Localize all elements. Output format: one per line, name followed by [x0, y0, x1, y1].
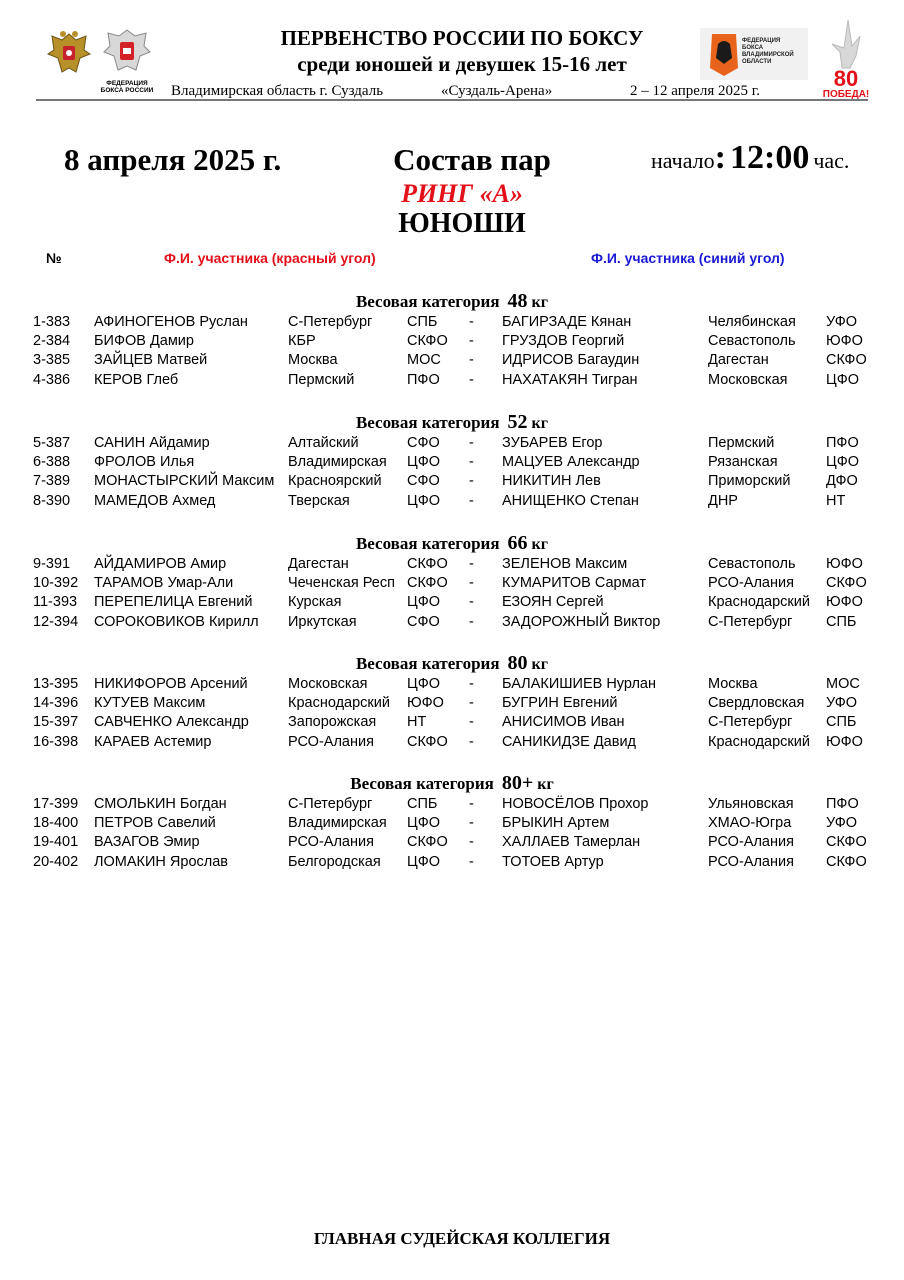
- blue-corner-region: РСО-Алания: [708, 834, 794, 851]
- bout-number: 9-391: [33, 556, 71, 572]
- red-corner-region: Запорожская: [288, 714, 377, 731]
- bout-number: 15-397: [33, 714, 79, 731]
- bout-number: 7-389: [33, 473, 71, 490]
- red-corner-district: СФО: [407, 613, 440, 630]
- blue-corner-district: СКФО: [826, 575, 867, 592]
- blue-corner-name: НИКИТИН Лев: [502, 473, 601, 490]
- bout-separator: -: [469, 435, 474, 451]
- red-corner-district: ЦФО: [407, 676, 441, 692]
- bout-number: 5-387: [33, 435, 71, 451]
- bout-row: [0, 695, 904, 714]
- blue-corner-region: ДНР: [708, 492, 738, 509]
- group-label: ЮНОШИ: [398, 208, 526, 239]
- weight-category-heading: [0, 532, 904, 555]
- weight-category-label: Весовая категория: [355, 534, 500, 553]
- start-unit: час.: [813, 148, 850, 173]
- blue-corner-district: МОС: [826, 676, 860, 692]
- bout-separator: -: [469, 714, 474, 731]
- bout-number: 10-392: [33, 575, 79, 592]
- bout-row: [0, 796, 904, 815]
- red-corner-region: Пермский: [288, 371, 355, 388]
- bout-separator: -: [469, 575, 474, 592]
- red-corner-district: СКФО: [407, 834, 448, 851]
- column-header-red-corner: Ф.И. участника (красный угол): [164, 250, 376, 266]
- blue-corner-district: ЮФО: [826, 594, 863, 611]
- blue-corner-name: ГРУЗДОВ Георгий: [502, 333, 625, 350]
- red-corner-name: ФРОЛОВ Илья: [94, 454, 195, 471]
- weight-unit: кг: [537, 776, 554, 793]
- red-corner-region: Московская: [288, 676, 368, 692]
- red-corner-name: АЙДАМИРОВ Амир: [94, 556, 227, 572]
- bout-separator: -: [469, 676, 474, 692]
- blue-corner-name: ТОТОЕВ Артур: [502, 853, 604, 870]
- bout-number: 19-401: [33, 834, 79, 851]
- blue-corner-district: ПФО: [826, 435, 859, 451]
- bout-number: 14-396: [33, 695, 79, 712]
- bout-number: 20-402: [33, 853, 79, 870]
- red-corner-region: Москва: [288, 352, 338, 369]
- bout-number: 1-383: [33, 314, 71, 330]
- red-corner-region: РСО-Алания: [288, 733, 374, 750]
- judging-panel-footer: ГЛАВНАЯ СУДЕЙСКАЯ КОЛЛЕГИЯ: [313, 1229, 611, 1248]
- bout-separator: -: [469, 556, 474, 572]
- bout-separator: -: [469, 853, 474, 870]
- blue-corner-district: ЮФО: [826, 333, 863, 350]
- red-corner-district: СПБ: [407, 314, 438, 330]
- blue-corner-region: Рязанская: [708, 454, 778, 471]
- red-corner-region: С-Петербург: [288, 796, 373, 812]
- red-corner-name: МАМЕДОВ Ахмед: [94, 492, 216, 509]
- blue-corner-name: САНИКИДЗЕ Давид: [502, 733, 637, 750]
- red-corner-name: ПЕТРОВ Савелий: [94, 815, 216, 832]
- blue-corner-district: СКФО: [826, 834, 867, 851]
- red-corner-district: НТ: [407, 714, 427, 731]
- blue-corner-region: Пермский: [708, 435, 775, 451]
- blue-corner-region: ХМАО-Югра: [708, 815, 792, 832]
- red-corner-district: ЦФО: [407, 853, 441, 870]
- red-corner-region: Владимирская: [288, 454, 387, 471]
- bout-number: 18-400: [33, 815, 79, 832]
- blue-corner-name: АНИСИМОВ Иван: [502, 714, 625, 731]
- blue-corner-district: УФО: [826, 314, 858, 330]
- bout-separator: -: [469, 613, 474, 630]
- blue-corner-name: БАГИРЗАДЕ Кянан: [502, 314, 632, 330]
- red-corner-district: СКФО: [407, 556, 448, 572]
- weight-category-label: Весовая категория: [355, 292, 500, 311]
- event-venue: «Суздаль-Арена»: [441, 83, 553, 99]
- column-header-number: №: [46, 250, 62, 266]
- bout-row: [0, 714, 904, 733]
- bout-separator: -: [469, 695, 474, 712]
- bout-separator: -: [469, 333, 474, 350]
- bout-number: 2-384: [33, 333, 71, 350]
- weight-category-label: Весовая категория: [355, 654, 500, 673]
- weight-unit: кг: [531, 415, 549, 432]
- weight-unit: кг: [531, 656, 549, 673]
- bout-number: 16-398: [33, 733, 79, 750]
- red-corner-region: Алтайский: [288, 435, 359, 451]
- weight-category-label: Весовая категория: [350, 774, 494, 793]
- red-corner-region: Красноярский: [288, 473, 382, 490]
- red-corner-name: КУТУЕВ Максим: [94, 695, 206, 712]
- blue-corner-name: БАЛАКИШИЕВ Нурлан: [502, 676, 656, 692]
- red-corner-region: Краснодарский: [288, 695, 390, 712]
- red-corner-name: САВЧЕНКО Александр: [94, 714, 249, 731]
- start-time-block: [651, 139, 849, 177]
- red-corner-district: ЦФО: [407, 815, 441, 832]
- weight-unit: кг: [531, 536, 549, 553]
- red-corner-name: ВАЗАГОВ Эмир: [94, 834, 200, 851]
- blue-corner-district: ЮФО: [826, 556, 863, 572]
- bout-separator: -: [469, 314, 474, 330]
- blue-corner-name: ЕЗОЯН Сергей: [502, 594, 604, 611]
- bout-row: [0, 594, 904, 613]
- bout-number: 12-394: [33, 613, 79, 630]
- bout-number: 11-393: [33, 594, 78, 611]
- blue-corner-region: Московская: [708, 371, 788, 388]
- event-location: Владимирская область г. Суздаль: [171, 83, 384, 99]
- blue-corner-district: НТ: [826, 492, 846, 509]
- svg-text:80: 80: [833, 66, 859, 91]
- red-corner-region: Иркутская: [288, 613, 357, 630]
- weight-category-heading: [0, 772, 904, 795]
- red-corner-name: СМОЛЬКИН Богдан: [94, 796, 227, 812]
- bout-row: [0, 454, 904, 473]
- red-corner-name: ЗАЙЦЕВ Матвей: [94, 352, 208, 369]
- blue-corner-region: Приморский: [708, 473, 791, 490]
- red-corner-name: ПЕРЕПЕЛИЦА Евгений: [94, 594, 253, 611]
- ring-label: РИНГ «А»: [401, 179, 523, 208]
- blue-corner-name: БРЫКИН Артем: [502, 815, 610, 832]
- blue-corner-region: Краснодарский: [708, 594, 810, 611]
- blue-corner-region: Ульяновская: [708, 796, 794, 812]
- event-subtitle: среди юношей и девушек 15-16 лет: [297, 52, 627, 76]
- red-corner-region: Чеченская Респ: [288, 575, 395, 592]
- vladimir-logo-text: ФЕДЕРАЦИЯ БОКСА ВЛАДИМИРСКОЙ ОБЛАСТИ: [742, 38, 794, 65]
- header-divider: [36, 99, 868, 101]
- red-corner-district: ЦФО: [407, 594, 441, 611]
- blue-corner-district: ЮФО: [826, 733, 863, 750]
- blue-corner-name: БУГРИН Евгений: [502, 695, 618, 712]
- red-corner-region: Белгородская: [288, 853, 381, 870]
- blue-corner-region: Дагестан: [708, 352, 769, 369]
- blue-corner-region: Челябинская: [708, 314, 796, 330]
- red-corner-district: СКФО: [407, 575, 448, 592]
- event-dates: 2 – 12 апреля 2025 г.: [630, 83, 760, 99]
- weight-unit: кг: [531, 294, 549, 311]
- blue-corner-name: ЗЕЛЕНОВ Максим: [502, 556, 628, 572]
- blue-corner-district: ЦФО: [826, 454, 860, 471]
- red-corner-region: Владимирская: [288, 815, 387, 832]
- weight-value: 80: [507, 652, 528, 674]
- weight-value: 80+: [501, 772, 534, 794]
- bout-row: [0, 575, 904, 594]
- bout-row: [0, 834, 904, 853]
- red-corner-region: КБР: [288, 333, 316, 350]
- weight-category-label: Весовая категория: [355, 413, 500, 432]
- red-corner-name: АФИНОГЕНОВ Руслан: [94, 314, 248, 330]
- blue-corner-region: Севастополь: [708, 556, 796, 572]
- blue-corner-district: СКФО: [826, 853, 867, 870]
- bout-separator: -: [469, 371, 474, 388]
- bout-row: [0, 854, 904, 873]
- red-corner-district: ЦФО: [407, 454, 441, 471]
- red-corner-name: САНИН Айдамир: [94, 435, 210, 451]
- blue-corner-region: С-Петербург: [708, 613, 793, 630]
- bout-number: 13-395: [33, 676, 79, 692]
- blue-corner-name: КУМАРИТОВ Сармат: [502, 575, 646, 592]
- red-corner-name: ЛОМАКИН Ярослав: [94, 853, 228, 870]
- blue-corner-district: УФО: [826, 815, 858, 832]
- bout-separator: -: [469, 815, 474, 832]
- bout-row: [0, 676, 904, 695]
- start-colon: :: [714, 139, 726, 176]
- bout-row: [0, 815, 904, 834]
- red-corner-name: СОРОКОВИКОВ Кирилл: [94, 613, 259, 630]
- bout-row: [0, 435, 904, 454]
- blue-corner-district: ДФО: [826, 473, 858, 490]
- red-corner-region: С-Петербург: [288, 314, 373, 330]
- weight-value: 66: [507, 532, 528, 554]
- blue-corner-district: СКФО: [826, 352, 867, 369]
- blue-corner-region: С-Петербург: [708, 714, 793, 731]
- red-corner-region: Курская: [288, 594, 342, 611]
- start-label: начало: [651, 148, 715, 173]
- blue-corner-name: МАЦУЕВ Александр: [502, 454, 640, 471]
- bout-separator: -: [469, 473, 474, 490]
- blue-corner-district: ЦФО: [826, 371, 860, 388]
- bout-number: 8-390: [33, 492, 71, 509]
- red-corner-region: Тверская: [288, 492, 350, 509]
- blue-corner-district: ПФО: [826, 796, 859, 812]
- bout-number: 3-385: [33, 352, 71, 369]
- fbr-logo-text: ФЕДЕРАЦИЯ БОКСА РОССИИ: [100, 80, 154, 94]
- blue-corner-region: Свердловская: [708, 695, 805, 712]
- red-corner-district: ЮФО: [407, 695, 444, 712]
- bout-row: [0, 314, 904, 333]
- blue-corner-district: УФО: [826, 695, 858, 712]
- blue-corner-name: НАХАТАКЯН Тигран: [502, 371, 638, 388]
- column-header-blue-corner: Ф.И. участника (синий угол): [591, 250, 785, 266]
- page-title: Состав пар: [393, 142, 551, 177]
- weight-value: 52: [507, 411, 528, 433]
- blue-corner-region: Москва: [708, 676, 758, 692]
- bout-row: [0, 473, 904, 492]
- blue-corner-name: ИДРИСОВ Багаудин: [502, 352, 640, 369]
- bout-number: 4-386: [33, 371, 71, 388]
- red-corner-region: Дагестан: [288, 556, 349, 572]
- bout-row: [0, 333, 904, 352]
- bout-separator: -: [469, 733, 474, 750]
- svg-text:ПОБЕДА!: ПОБЕДА!: [822, 89, 870, 100]
- red-corner-name: БИФОВ Дамир: [94, 333, 194, 350]
- blue-corner-name: ЗУБАРЕВ Егор: [502, 435, 603, 451]
- blue-corner-region: РСО-Алания: [708, 575, 794, 592]
- bout-row: [0, 352, 904, 371]
- blue-corner-name: ХАЛЛАЕВ Тамерлан: [502, 834, 641, 851]
- bout-date: 8 апреля 2025 г.: [64, 142, 282, 177]
- red-corner-district: СПБ: [407, 796, 438, 812]
- weight-value: 48: [507, 290, 528, 312]
- bout-separator: -: [469, 594, 474, 611]
- start-time: 12:00: [730, 139, 810, 176]
- blue-corner-name: АНИЩЕНКО Степан: [502, 492, 639, 509]
- bout-row: [0, 493, 904, 512]
- bout-row: [0, 372, 904, 391]
- blue-corner-region: Краснодарский: [708, 733, 810, 750]
- red-corner-district: СФО: [407, 435, 440, 451]
- weight-category-heading: [0, 652, 904, 675]
- red-corner-district: ЦФО: [407, 492, 441, 509]
- red-corner-district: СФО: [407, 473, 440, 490]
- red-corner-name: МОНАСТЫРСКИЙ Максим: [94, 473, 275, 490]
- red-corner-region: РСО-Алания: [288, 834, 374, 851]
- bout-separator: -: [469, 834, 474, 851]
- red-corner-name: ТАРАМОВ Умар-Али: [94, 575, 234, 592]
- blue-corner-name: НОВОСЁЛОВ Прохор: [502, 796, 649, 812]
- blue-corner-region: РСО-Алания: [708, 853, 794, 870]
- blue-corner-district: СПБ: [826, 714, 857, 731]
- bout-separator: -: [469, 492, 474, 509]
- weight-category-heading: [0, 290, 904, 313]
- bout-separator: -: [469, 454, 474, 471]
- red-corner-name: КАРАЕВ Астемир: [94, 733, 212, 750]
- red-corner-district: ПФО: [407, 371, 440, 388]
- red-corner-district: СКФО: [407, 733, 448, 750]
- red-corner-name: НИКИФОРОВ Арсений: [94, 676, 248, 692]
- bout-separator: -: [469, 352, 474, 369]
- bout-row: [0, 734, 904, 753]
- weight-category-heading: [0, 411, 904, 434]
- bout-number: 6-388: [33, 454, 71, 471]
- event-title: ПЕРВЕНСТВО РОССИИ ПО БОКСУ: [280, 26, 644, 50]
- bout-row: [0, 556, 904, 575]
- bout-row: [0, 614, 904, 633]
- red-corner-district: МОС: [407, 352, 441, 369]
- blue-corner-region: Севастополь: [708, 333, 796, 350]
- red-corner-district: СКФО: [407, 333, 448, 350]
- red-corner-name: КЕРОВ Глеб: [94, 371, 179, 388]
- bout-number: 17-399: [33, 796, 79, 812]
- blue-corner-district: СПБ: [826, 613, 857, 630]
- bout-separator: -: [469, 796, 474, 812]
- blue-corner-name: ЗАДОРОЖНЫЙ Виктор: [502, 613, 661, 630]
